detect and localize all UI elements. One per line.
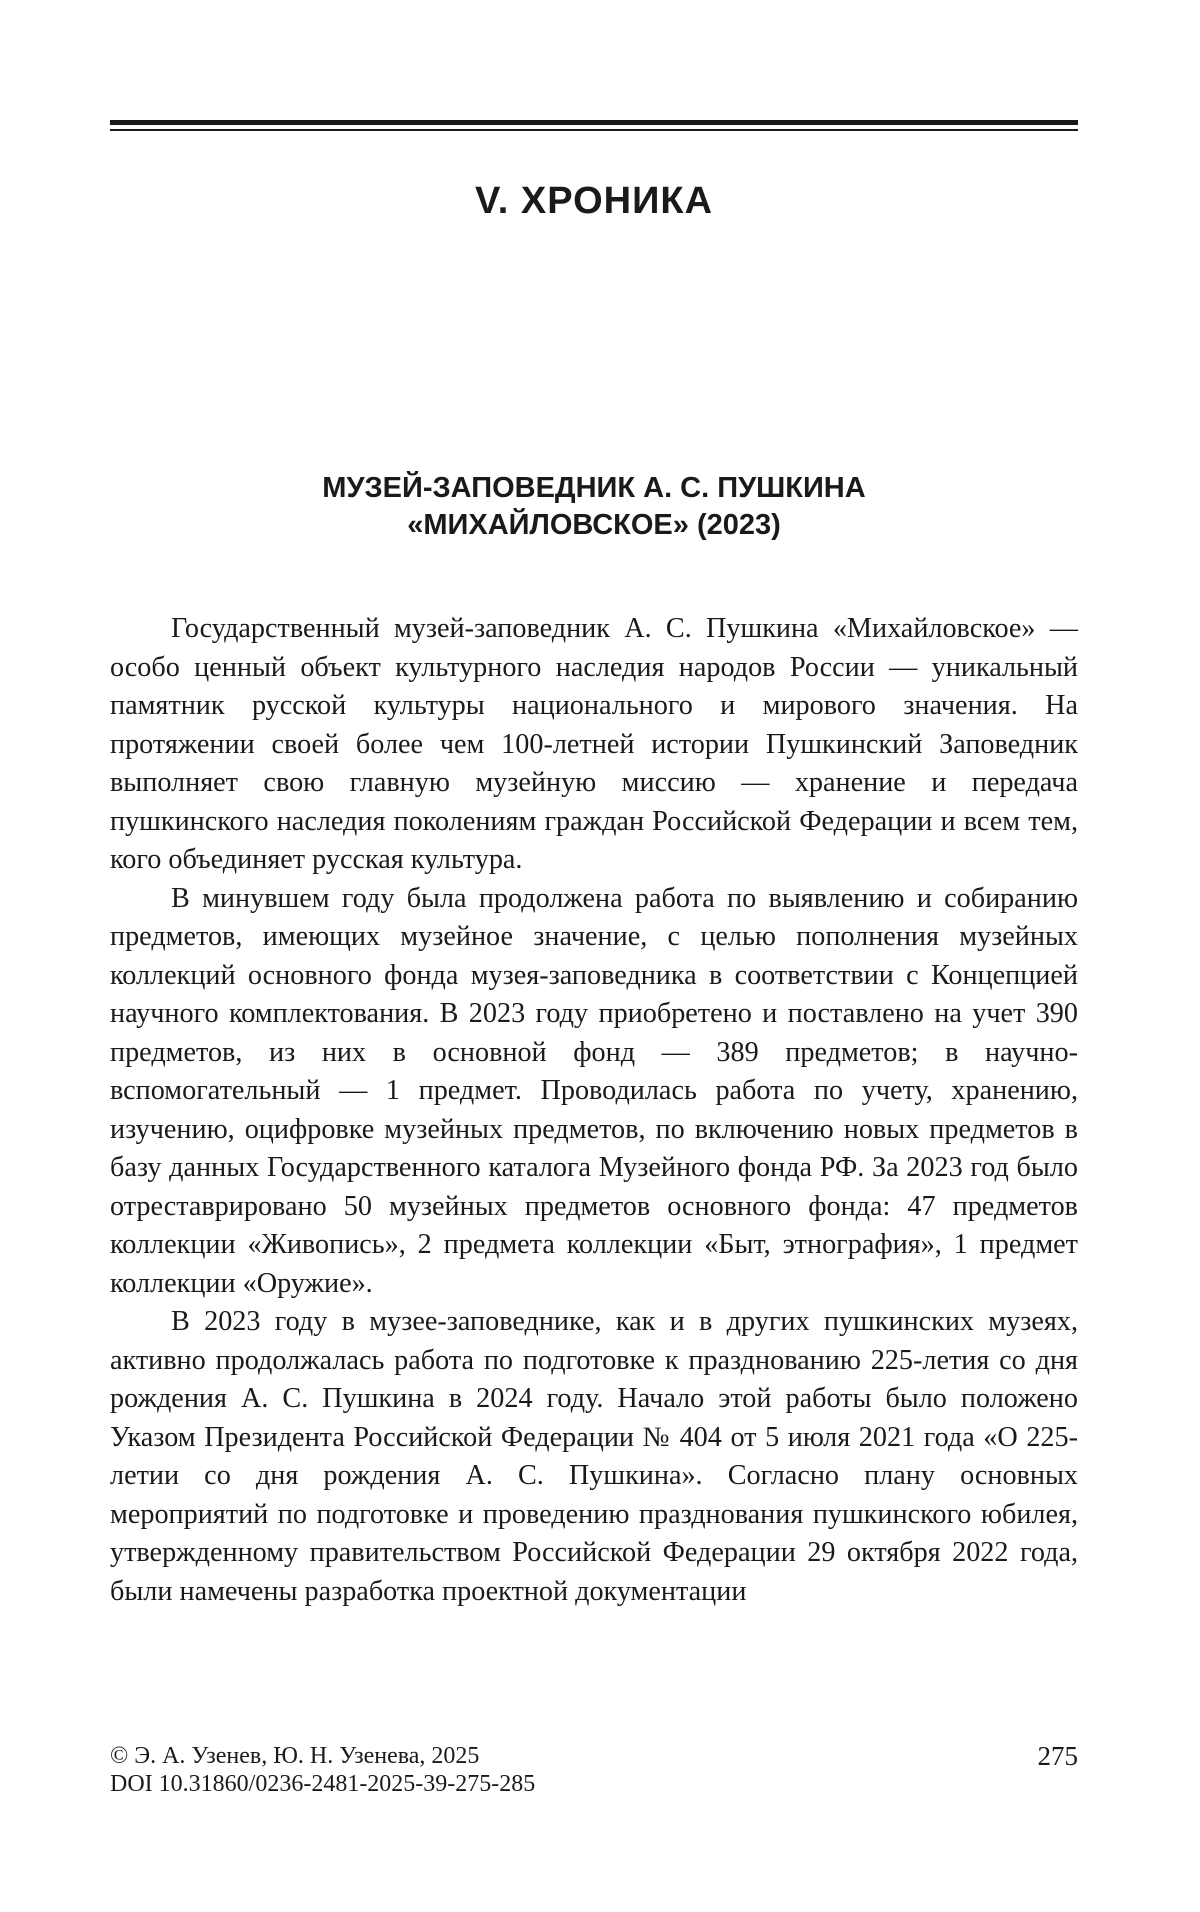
article-body xyxy=(110,610,1078,1611)
paragraph-1: Государственный музей-заповедник А. С. Пушкина «Михайловское» — особо ценный объект культурного наследия народов России — уникальный памятник русской культуры национального и мирового значения. На протяжении своей более чем 100-летней истории Пушкинский Заповедник выполняет свою главную музейную миссию — хранение и передача пушкинского наследия поколениям граждан Российской Федерации и всем тем, кого объединяет русская культура. xyxy=(110,613,1078,875)
page-number: 275 xyxy=(1037,1741,1078,1771)
article-title-line-2: «МИХАЙЛОВСКОЕ» (2023) xyxy=(407,509,781,541)
header-rule-thin xyxy=(110,129,1078,131)
header-rule-thick xyxy=(110,120,1078,125)
paragraph-2: В минувшем году была продолжена работа по выявлению и собиранию предметов, имеющих музейное значение, с целью пополнения музейных коллекций основного фонда музея-заповедника в соответствии с Концепцией научного комплектования. В 2023 году приобретено и поставлено на учет 390 предметов, из них в основной фонд — 389 предметов; в научно-вспомогательный — 1 предмет. Проводилась работа по учету, хранению, изучению, оцифровке музейных предметов, по включению новых предметов в базу данных Государственного каталога Музейного фонда РФ. За 2023 год было отреставрировано 50 музейных предметов основного фонда: 47 предметов коллекции «Живопись», 2 предмета коллекции «Быт, этнография», 1 предмет коллекции «Оружие». xyxy=(110,882,1078,1299)
section-title: V. ХРОНИКА xyxy=(474,180,714,222)
paragraph-3: В 2023 году в музее-заповеднике, как и в других пушкинских музеях, активно продолжалась работа по подготовке к празднованию 225-летия со дня рождения А. С. Пушкина в 2024 году. Начало этой работы было положено Указом Президента Российской Федерации № 404 от 5 июля 2021 года «О 225-летии со дня рождения А. С. Пушкина». Согласно плану основных мероприятий по подготовке и проведению празднования пушкинского юбилея, утвержденному правительством Российской Федерации 29 октября 2022 года, были намечены разработка проектной документации xyxy=(110,1306,1078,1607)
doi: DOI 10.31860/0236-2481-2025-39-275-285 xyxy=(110,1771,536,1797)
copyright-notice: © Э. А. Узенев, Ю. Н. Узенева, 2025 xyxy=(110,1743,480,1769)
article-title xyxy=(110,470,1078,544)
page-footer xyxy=(110,1742,1078,1798)
article-title-line-1: МУЗЕЙ-ЗАПОВЕДНИК А. С. ПУШКИНА xyxy=(322,472,866,504)
